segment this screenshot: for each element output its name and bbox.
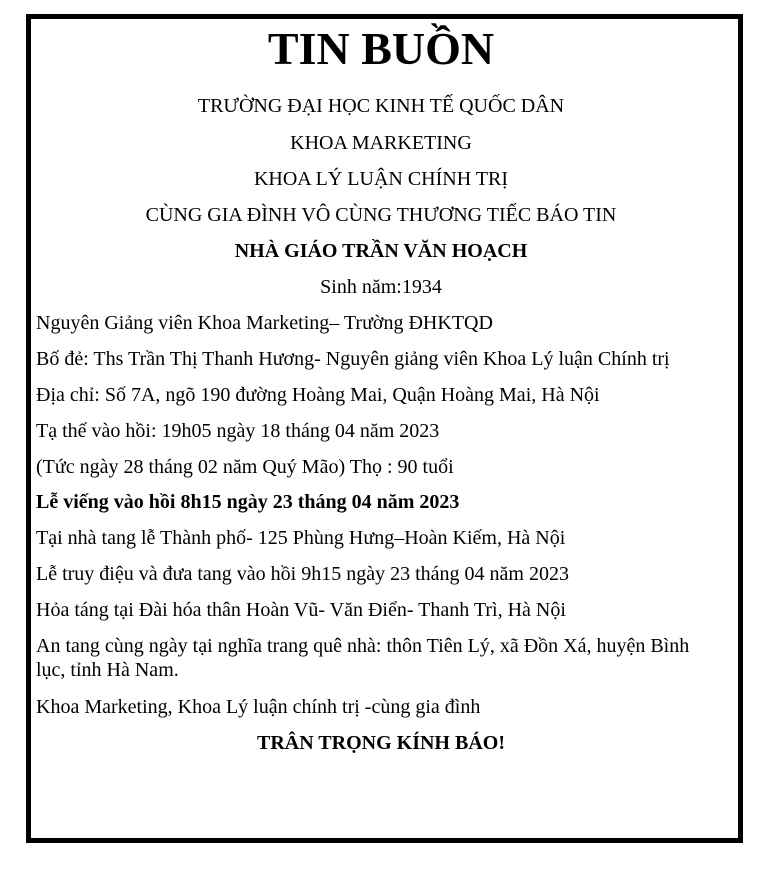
time-of-death: Tạ thế vào hồi: 19h05 ngày 18 tháng 04 năm 2023 [36, 420, 440, 442]
faculty-marketing: KHOA MARKETING [290, 132, 472, 154]
memorial-ceremony: Lễ truy điệu và đưa tang vào hồi 9h15 ngày 23 tháng 04 năm 2023 [36, 563, 569, 585]
burial-place-line-2: lục, tỉnh Hà Nam. [36, 659, 179, 681]
cremation-place: Hỏa táng tại Đài hóa thân Hoàn Vũ- Văn Điển- Thanh Trì, Hà Nội [36, 599, 566, 621]
university-name: TRƯỜNG ĐẠI HỌC KINH TẾ QUỐC DÂN [197, 95, 565, 117]
signature-line: Khoa Marketing, Khoa Lý luận chính trị -cùng gia đình [36, 696, 481, 718]
biological-mother: Bố đẻ: Ths Trần Thị Thanh Hương- Nguyên giảng viên Khoa Lý luận Chính trị [36, 348, 670, 370]
viewing-time: Lễ viếng vào hồi 8h15 ngày 23 tháng 04 năm 2023 [36, 491, 460, 513]
funeral-home: Tại nhà tang lễ Thành phố- 125 Phùng Hưng–Hoàn Kiếm, Hà Nội [36, 527, 566, 549]
burial-place-line-1: An tang cùng ngày tại nghĩa trang quê nhà: thôn Tiên Lý, xã Đồn Xá, huyện Bình [36, 635, 690, 657]
faculty-political-theory: KHOA LÝ LUẬN CHÍNH TRỊ [253, 168, 509, 190]
lunar-date-and-age: (Tức ngày 28 tháng 02 năm Quý Mão) Thọ : 90 tuổi [36, 456, 454, 478]
address: Địa chỉ: Số 7A, ngõ 190 đường Hoàng Mai, Quận Hoàng Mai, Hà Nội [36, 384, 600, 406]
notice-title: TIN BUỒN [267, 23, 495, 74]
birth-year: Sinh năm:1934 [320, 276, 442, 298]
announcement-line: CÙNG GIA ĐÌNH VÔ CÙNG THƯƠNG TIẾC BÁO TIN [145, 204, 617, 226]
former-position: Nguyên Giảng viên Khoa Marketing– Trường ĐHKTQD [36, 312, 493, 334]
deceased-name: NHÀ GIÁO TRẦN VĂN HOẠCH [234, 240, 528, 262]
closing-line: TRÂN TRỌNG KÍNH BÁO! [257, 732, 505, 754]
